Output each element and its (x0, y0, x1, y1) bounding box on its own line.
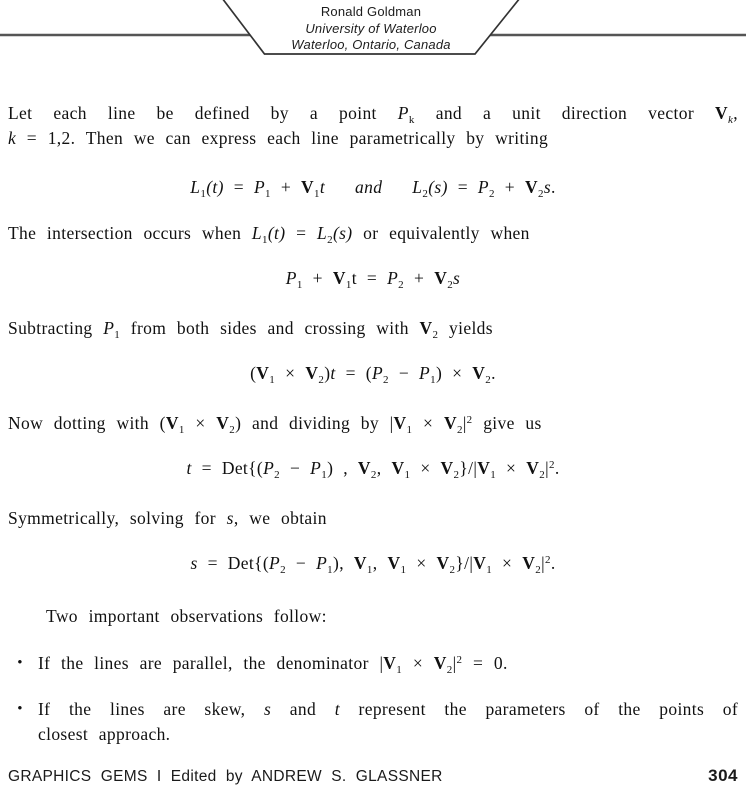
footer-page-number: 304 (708, 766, 738, 785)
author-affiliation: University of Waterloo (305, 20, 437, 36)
paragraph-1 (8, 101, 738, 151)
paragraph-2: The intersection occurs when $L_1(t) = L_2(s)$ or equivalently when (8, 223, 530, 246)
equation-t-solution: $t = Det\{(P_2 - P_1)$ , $V_2$, $V_1 \times V_2\}/|V_1 \times V_2|^2$. (186, 458, 560, 481)
page-footer (8, 766, 738, 786)
bullet-icon: • (17, 701, 23, 717)
equation-s-solution: $s = Det\{(P_2 - P_1)$, $V_1$, $V_1 \times V_2\}/|V_1 \times V_2|^2$. (190, 553, 556, 576)
paragraph-4: Now dotting with $(V_1 \times V_2)$ and dividing by $|V_1 \times V_2|^2$ give us (8, 413, 542, 436)
paragraph-1-line-2: k = 1,2. Then we can express each line parametrically by writing (8, 128, 549, 148)
bullet-icon: • (17, 655, 23, 671)
bullet-item-skew (8, 697, 738, 747)
paragraph-3: Subtracting $P_1$ from both sides and crossing with $V_2$ yields (8, 318, 493, 341)
author-location: Waterloo, Ontario, Canada (291, 37, 451, 52)
equation-cross-product: $(V_1 \times V_2)t = (P_2 - P_1) \times V_2$. (250, 363, 496, 386)
equation-line-parametric: $L_1(t) = P_1 + V_1t$ and $L_2(s) = P_2 + V_2s$. (190, 177, 556, 200)
paragraph-5: Symmetrically, solving for s, we obtain (8, 508, 327, 528)
bullet-item-parallel-text: If the lines are parallel, the denominator $|V_1 \times V_2|^2 = 0$. (38, 653, 508, 676)
equation-intersection: $P_1 + V_1t = P_2 + V_2s$ (285, 268, 461, 291)
paragraph-observations: Two important observations follow: (46, 606, 327, 626)
author-name: Ronald Goldman (320, 4, 422, 19)
bullet-item-skew-line-1: If the lines are skew, s and t represent the parameters of the points of (38, 699, 739, 719)
footer-book-title: GRAPHICS GEMS I Edited by ANDREW S. GLASSNER (8, 768, 443, 785)
bullet-item-parallel (8, 651, 738, 676)
author-block (222, 4, 520, 54)
bullet-item-skew-line-2: closest approach. (38, 724, 171, 744)
paragraph-1-line-1: Let each line be defined by a point $P_k$ and a unit direction vector $V_k$, (8, 103, 738, 126)
